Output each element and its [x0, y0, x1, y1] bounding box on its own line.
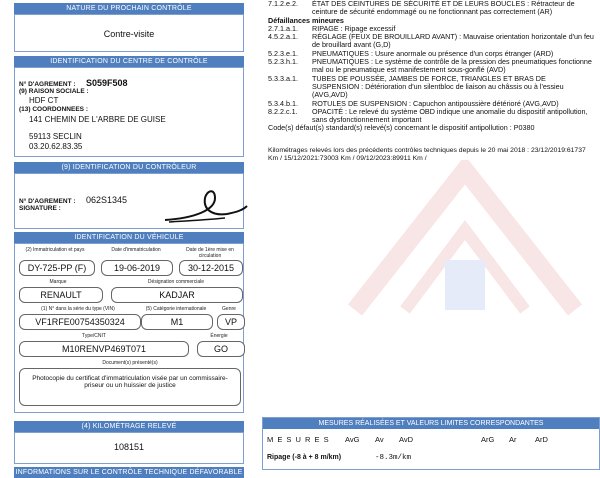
top-item-code: 7.1.2.e.2.: [268, 0, 298, 8]
section-title: Défaillances mineures: [268, 15, 344, 25]
defect-item: [268, 108, 594, 125]
right-column: [262, 0, 600, 470]
centre-raison-value: HDF CT: [29, 96, 59, 105]
date-immat-box: 19-06-2019: [101, 260, 173, 276]
controleur-header: (9) IDENTIFICATION DU CONTRÔLEUR: [14, 162, 244, 173]
immat-box: DY-725-PP (F): [19, 260, 95, 276]
cap-energie: Énergie: [210, 333, 228, 339]
vehicule-panel: [14, 243, 244, 413]
prochain-panel: [14, 14, 244, 52]
defect-code: 5.2.3.h.1.: [268, 57, 298, 67]
defect-code: 5.3.4.b.1.: [268, 98, 298, 108]
signature-image: [155, 180, 255, 228]
signature-label: SIGNATURE :: [19, 205, 61, 212]
col-arg: ArG: [481, 435, 495, 444]
centre-panel: [14, 67, 244, 157]
ripage-label: Ripage (-8 à + 8 m/km): [267, 454, 342, 461]
col-ard: ArD: [535, 435, 548, 444]
defect-item: [268, 33, 594, 50]
designation-box: KADJAR: [111, 287, 243, 303]
categorie-box: M1: [141, 314, 213, 330]
centre-coord-label: (13) COORDONNEES :: [19, 106, 88, 113]
col-avg: AvG: [345, 435, 360, 444]
controleur-panel: [14, 173, 244, 229]
centre-agrement-value: S059F508: [85, 78, 128, 88]
genre-box: VP: [217, 314, 245, 330]
code-line: Code(s) défaut(s) standard(s) relevé(s) concernant le dispositif antipollution : P0380: [268, 123, 535, 133]
defect-text: PNEUMATIQUES : Le système de contrôle de la pression des pneumatiques fonctionne mal ou le pneumatique est manifestement sous-gonflé (AVD): [312, 57, 592, 75]
mesures-label: M E S U R E S: [267, 435, 330, 444]
ripage-value: -8.3m/km: [375, 454, 412, 462]
col-avd: AvD: [399, 435, 414, 444]
informations-header: INFORMATIONS SUR LE CONTRÔLE TECHNIQUE DÉFAVORABLE: [15, 469, 243, 476]
cap-designation: Désignation commerciale: [147, 279, 205, 285]
marque-box: RENAULT: [19, 287, 103, 303]
centre-address: 141 CHEMIN DE L'ARBRE DE GUISE: [29, 115, 166, 124]
cap-docs: Document(s) présenté(s): [102, 360, 158, 366]
cap-type: Type/CNIT: [82, 333, 106, 339]
top-item-text: ÉTAT DES CEINTURES DE SÉCURITÉ ET DE LEURS BOUCLES : Rétracteur de ceinture de sécurité endommagé ou ne fonctionnant pas correctement (AR): [312, 0, 575, 17]
kilometrage-panel: [14, 432, 244, 464]
defect-item: [268, 75, 594, 100]
defect-code: 2.7.1.a.1.: [268, 23, 298, 33]
kilometrage-value: 108151: [113, 442, 145, 452]
left-column: [0, 0, 258, 476]
col-av: Av: [375, 435, 384, 444]
cap-vin: (1) N° dans la série du type (VIN): [41, 306, 115, 312]
cap-genre: Genre: [222, 306, 236, 312]
vehicule-header: IDENTIFICATION DU VÉHICULE: [14, 232, 244, 243]
type-box: M10RENVP469T071: [19, 341, 189, 357]
cap-date-mise: Date de 1ère mise en circulation: [186, 247, 234, 259]
defect-code: 4.5.2.a.1.: [268, 32, 298, 42]
centre-raison-label: (9) RAISON SOCIALE :: [19, 88, 89, 95]
mesures-panel: [262, 417, 600, 470]
defect-text: ROTULES DE SUSPENSION : Capuchon antipoussière détérioré (AVG,AVD): [312, 98, 559, 108]
centre-agrement-label: N° D'AGREMENT :: [19, 81, 76, 88]
defect-item: [268, 58, 594, 75]
defect-text: TUBES DE POUSSÉE, JAMBES DE FORCE, TRIANGLES ET BRAS DE SUSPENSION : Détérioration d'un silentbloc de liaison au châssis ou à l'essieu (AVG,AVD): [312, 73, 564, 100]
centre-city: 59113 SECLIN: [29, 132, 82, 141]
centre-header: IDENTIFICATION DU CENTRE DE CONTRÔLE: [14, 56, 244, 67]
right-text-block: [268, 0, 594, 163]
centre-phone: 03.20.62.83.35: [29, 142, 83, 151]
prochain-header: NATURE DU PROCHAIN CONTRÔLE: [14, 3, 244, 14]
km-line: Kilométrages relevés lors des précédents contrôles techniques depuis le 20 mai 2018 : 23/12/2019:61737 Km / 15/12/2021:73003 Km / 09/12/2023:89911 Km /: [268, 146, 586, 163]
defect-code: 5.2.3.e.1.: [268, 48, 298, 58]
date-mise-box: 30-12-2015: [179, 260, 243, 276]
top-item: [268, 0, 594, 17]
cap-date-immat: Date d'immatriculation: [111, 247, 161, 253]
defect-text: RIPAGE : Ripage excessif: [312, 23, 396, 33]
docs-box: Photocopie du certificat d'immatriculation visée par un commissaire-priseur ou un huissier de justice: [19, 368, 241, 406]
energie-box: GO: [197, 341, 245, 357]
cap-marque: Marque: [49, 279, 67, 285]
prochain-value: Contre-visite: [103, 29, 155, 39]
defect-text: PNEUMATIQUES : Usure anormale ou présence d'un corps étranger (ARD): [312, 48, 554, 58]
controleur-agrement-value: 062S1345: [85, 195, 128, 205]
col-ar: Ar: [509, 435, 517, 444]
defect-code: 5.3.3.a.1.: [268, 73, 298, 83]
defect-code: 8.2.2.c.1.: [268, 106, 298, 116]
defect-text: OPACITÉ : Le relevé du système OBD indique une anomalie du dispositif antipollution, sans dysfonctionnement important: [312, 106, 588, 125]
cap-categorie: (5) Catégorie internationale: [145, 306, 207, 312]
mesures-header: MESURES RÉALISÉES ET VALEURS LIMITES CORRESPONDANTES: [263, 418, 599, 429]
kilometrage-header: (4) KILOMÉTRAGE RELEVÉ: [14, 421, 244, 432]
controleur-agrement-label: N° D'AGREMENT :: [19, 198, 76, 205]
cap-immat: (2) Immatriculation et pays: [25, 247, 85, 253]
defect-text: RÉGLAGE (FEUX DE BROUILLARD AVANT) : Mauvaise orientation horizontale d'un feu de brouillard avant (G,D): [312, 32, 594, 50]
vin-box: VF1RFE00754350324: [19, 314, 141, 330]
